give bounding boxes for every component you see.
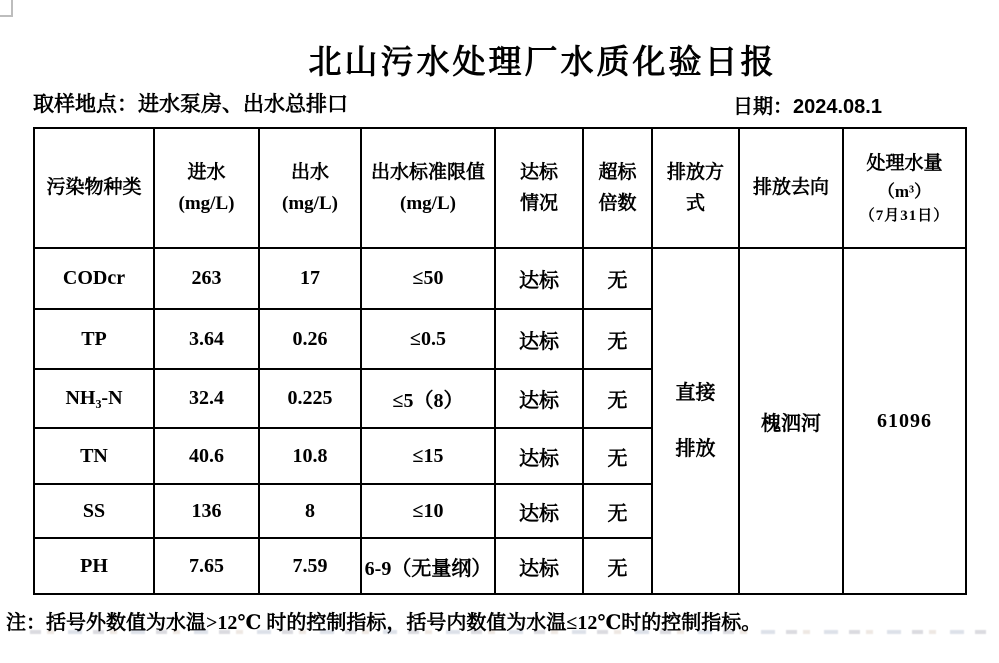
cell-exceed: 无: [583, 538, 652, 594]
table-header-row: [34, 128, 966, 248]
cell-discharge-mode: 直接 排放: [652, 248, 739, 594]
cell-inflow: 32.4: [154, 369, 259, 428]
cell-pollutant: CODcr: [34, 248, 154, 309]
cell-compliance: 达标: [495, 428, 583, 484]
cell-pollutant: SS: [34, 484, 154, 538]
cell-outflow: 7.59: [259, 538, 361, 594]
header-discharge-mode: 排放方 式: [652, 128, 739, 248]
cell-pollutant: TP: [34, 309, 154, 369]
header-limit: 出水标准限值 (mg/L): [361, 128, 495, 248]
cell-limit: ≤15: [361, 428, 495, 484]
header-discharge-destination: 排放去向: [739, 128, 843, 248]
table-row-codcr: [34, 248, 966, 309]
cell-compliance: 达标: [495, 538, 583, 594]
cell-compliance: 达标: [495, 369, 583, 428]
cell-pollutant: PH: [34, 538, 154, 594]
cell-limit: ≤10: [361, 484, 495, 538]
cell-outflow: 10.8: [259, 428, 361, 484]
cell-limit: ≤5（8）: [361, 369, 495, 428]
cell-inflow: 136: [154, 484, 259, 538]
footnote: 注：括号外数值为水温>12℃ 时的控制指标，括号内数值为水温≤12℃时的控制指标。: [6, 612, 762, 634]
header-inflow: 进水 (mg/L): [154, 128, 259, 248]
header-compliance: 达标 情况: [495, 128, 583, 248]
cell-exceed: 无: [583, 248, 652, 309]
cell-outflow: 17: [259, 248, 361, 309]
sampling-point-label: 取样地点：进水泵房、出水总排口: [33, 92, 348, 116]
cell-limit: 6-9（无量纲）: [361, 538, 495, 594]
cell-discharge-destination: 槐泗河: [739, 248, 843, 594]
cell-pollutant: NH₃-N: [34, 369, 154, 428]
cell-exceed: 无: [583, 309, 652, 369]
cell-outflow: 0.26: [259, 309, 361, 369]
cell-inflow: 3.64: [154, 309, 259, 369]
header-outflow: 出水 (mg/L): [259, 128, 361, 248]
cell-pollutant: TN: [34, 428, 154, 484]
cell-compliance: 达标: [495, 309, 583, 369]
cell-exceed: 无: [583, 428, 652, 484]
cell-outflow: 8: [259, 484, 361, 538]
cell-exceed: 无: [583, 369, 652, 428]
grid-corner-artifact: [0, 0, 13, 17]
cell-limit: ≤0.5: [361, 309, 495, 369]
header-pollutant: 污染物种类: [34, 128, 154, 248]
cell-inflow: 263: [154, 248, 259, 309]
cell-limit: ≤50: [361, 248, 495, 309]
report-date-label: 日期：2024.08.1: [733, 96, 882, 118]
cell-compliance: 达标: [495, 484, 583, 538]
cell-outflow: 0.225: [259, 369, 361, 428]
cell-compliance: 达标: [495, 248, 583, 309]
cell-inflow: 40.6: [154, 428, 259, 484]
header-exceed: 超标 倍数: [583, 128, 652, 248]
cell-exceed: 无: [583, 484, 652, 538]
water-quality-table: [33, 127, 967, 595]
cutoff-text-strip: [30, 630, 986, 634]
page-title: 北山污水处理厂水质化验日报: [308, 45, 777, 81]
cell-inflow: 7.65: [154, 538, 259, 594]
cell-treated-volume: 61096: [843, 248, 966, 594]
header-treated-volume: 处理水量 （m³） （7月31日）: [843, 128, 966, 248]
